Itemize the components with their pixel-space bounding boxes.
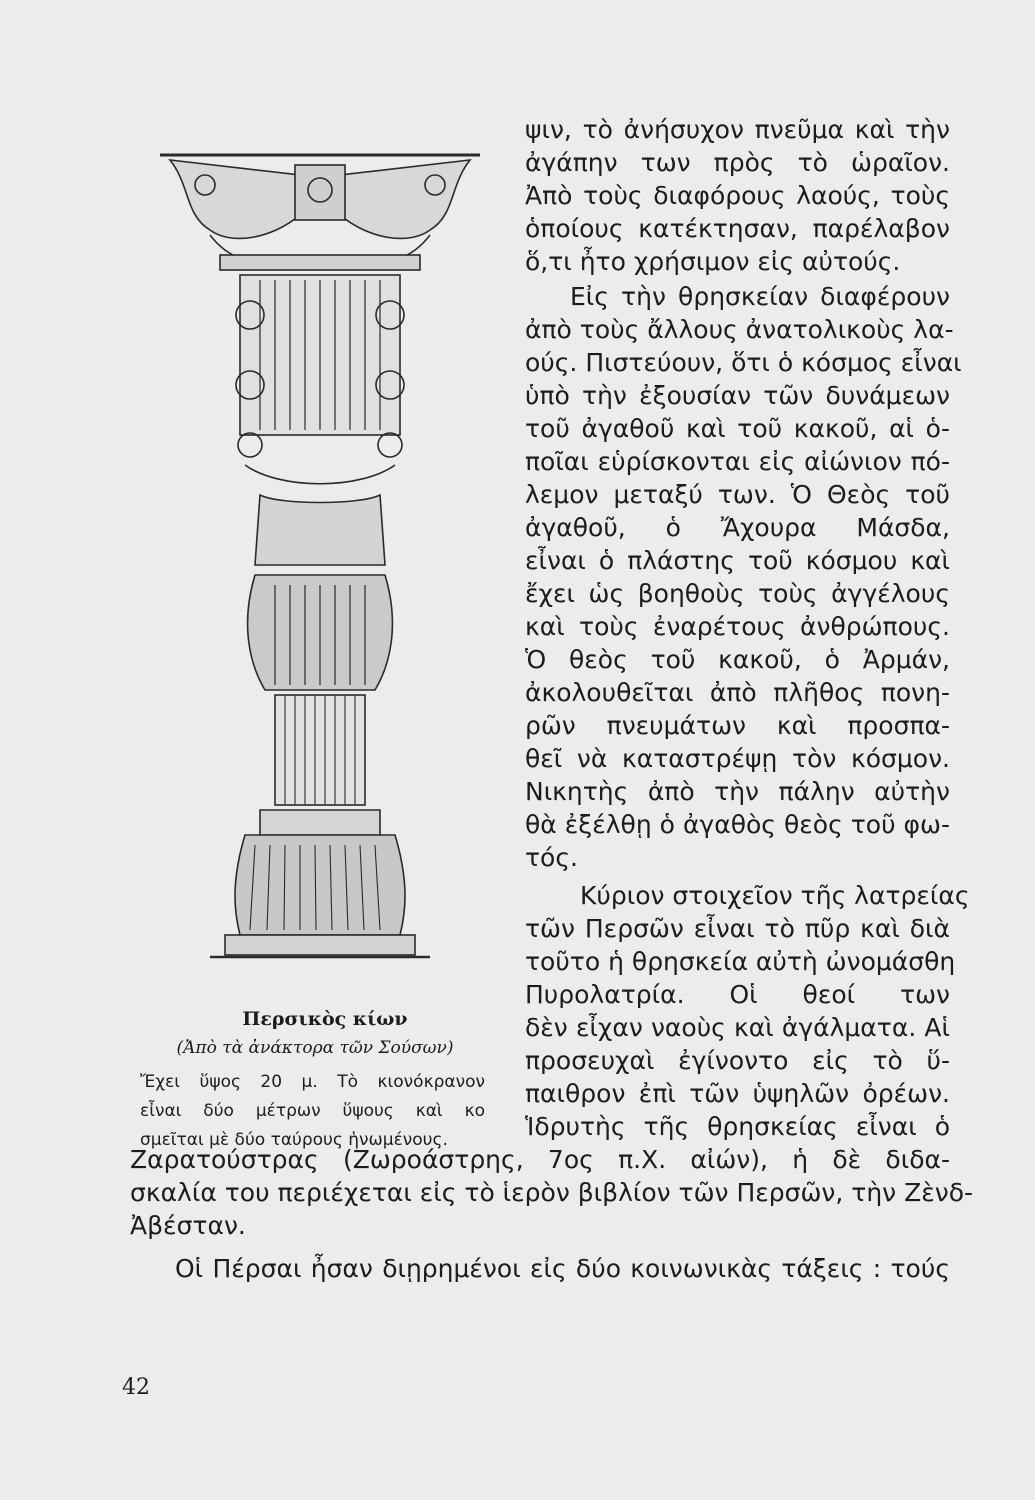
body-line: Κύριον στοιχεῖον τῆς λατρείας [580, 881, 970, 910]
caption-line: Ἔχει ὕψος 20 μ. Τὸ κιονόκρανον [140, 1072, 485, 1092]
body-line: δὲν εἶχαν ναοὺς καὶ ἀγάλματα. Αἱ [525, 1013, 950, 1042]
body-line: ἔχει ὡς βοηθοὺς τοὺς ἀγγέλους [525, 579, 950, 608]
caption-subtitle: (Ἀπὸ τὰ ἀνάκτορα τῶν Σούσων) [176, 1038, 454, 1058]
caption-line: σμεῖται μὲ δύο ταύρους ἡνωμένους. [140, 1130, 448, 1150]
body-line: Ζαρατούστρας (Ζωροάστρης, 7ος π.Χ. αἰών), ἡ δὲ διδα- [130, 1145, 950, 1174]
persian-column-illustration [150, 145, 490, 975]
body-line: θεῖ νὰ καταστρέψῃ τὸν κόσμον. [525, 744, 950, 773]
body-line: προσευχαὶ ἐγίνοντο εἰς τὸ ὕ- [525, 1046, 950, 1075]
body-line: λεμον μεταξύ των. Ὁ Θεὸς τοῦ [525, 480, 950, 509]
body-line: ὁποίους κατέκτησαν, παρέλαβον [525, 214, 950, 243]
body-line: Ἱδρυτὴς τῆς θρησκείας εἶναι ὁ [525, 1112, 950, 1141]
body-line: Οἱ Πέρσαι ἦσαν διῃρημένοι εἰς δύο κοινωνικὰς τάξεις : τούς [175, 1254, 950, 1283]
body-line: Ἀπὸ τοὺς διαφόρους λαούς, τοὺς [525, 181, 950, 210]
persian-column-drawing [150, 145, 490, 975]
body-line: Εἰς τὴν θρησκείαν διαφέρουν [570, 282, 950, 311]
body-line: ὑπὸ τὴν ἐξουσίαν τῶν δυνάμεων [525, 381, 950, 410]
body-line: ὅ,τι ἦτο χρήσιμον εἰς αὐτούς. [525, 247, 901, 276]
body-line: ἀκολουθεῖται ἀπὸ πλῆθος πονη- [525, 678, 950, 707]
caption-title: Περσικὸς κίων [242, 1008, 408, 1030]
body-line: ψιν, τὸ ἀνήσυχον πνεῦμα καὶ τὴν [525, 115, 950, 144]
body-line: τοῦτο ἡ θρησκεία αὐτὴ ὠνομάσθη [525, 947, 956, 976]
body-line: παιθρον ἐπὶ τῶν ὑψηλῶν ὀρέων. [525, 1079, 950, 1108]
body-line: Ὁ θεὸς τοῦ κακοῦ, ὁ Ἀρμάν, [525, 645, 950, 674]
body-line: σκαλία του περιέχεται εἰς τὸ ἱερὸν βιβλίον τῶν Περσῶν, τὴν Ζὲνδ- [130, 1178, 974, 1207]
body-line: Νικητὴς ἀπὸ τὴν πάλην αὐτὴν [525, 777, 950, 806]
body-line: ἀγαθοῦ, ὁ Ἄχουρα Μάσδα, [525, 513, 950, 542]
body-line: ποῖαι εὑρίσκονται εἰς αἰώνιον πό- [525, 447, 950, 476]
body-line: τός. [525, 843, 578, 872]
body-line: ρῶν πνευμάτων καὶ προσπα- [525, 711, 950, 740]
body-line: τῶν Περσῶν εἶναι τὸ πῦρ καὶ διὰ [525, 914, 950, 943]
body-line: Ἀβέσταν. [130, 1211, 246, 1240]
body-line: ἀγάπην των πρὸς τὸ ὡραῖον. [525, 148, 950, 177]
body-line: Πυρολατρία. Οἱ θεοί των [525, 980, 950, 1009]
body-line: τοῦ ἀγαθοῦ καὶ τοῦ κακοῦ, αἱ ὁ- [525, 414, 950, 443]
body-line: θὰ ἐξέλθῃ ὁ ἀγαθὸς θεὸς τοῦ φω- [525, 810, 950, 839]
page-number: 42 [122, 1375, 150, 1400]
body-line: ἀπὸ τοὺς ἄλλους ἀνατολικοὺς λα- [525, 315, 954, 344]
body-line: καὶ τοὺς ἐναρέτους ἀνθρώπους. [525, 612, 950, 641]
body-line: εἶναι ὁ πλάστης τοῦ κόσμου καὶ [525, 546, 950, 575]
caption-line: εἶναι δύο μέτρων ὕψους καὶ κο [140, 1101, 485, 1121]
body-line: ούς. Πιστεύουν, ὅτι ὁ κόσμος εἶναι [525, 348, 962, 377]
